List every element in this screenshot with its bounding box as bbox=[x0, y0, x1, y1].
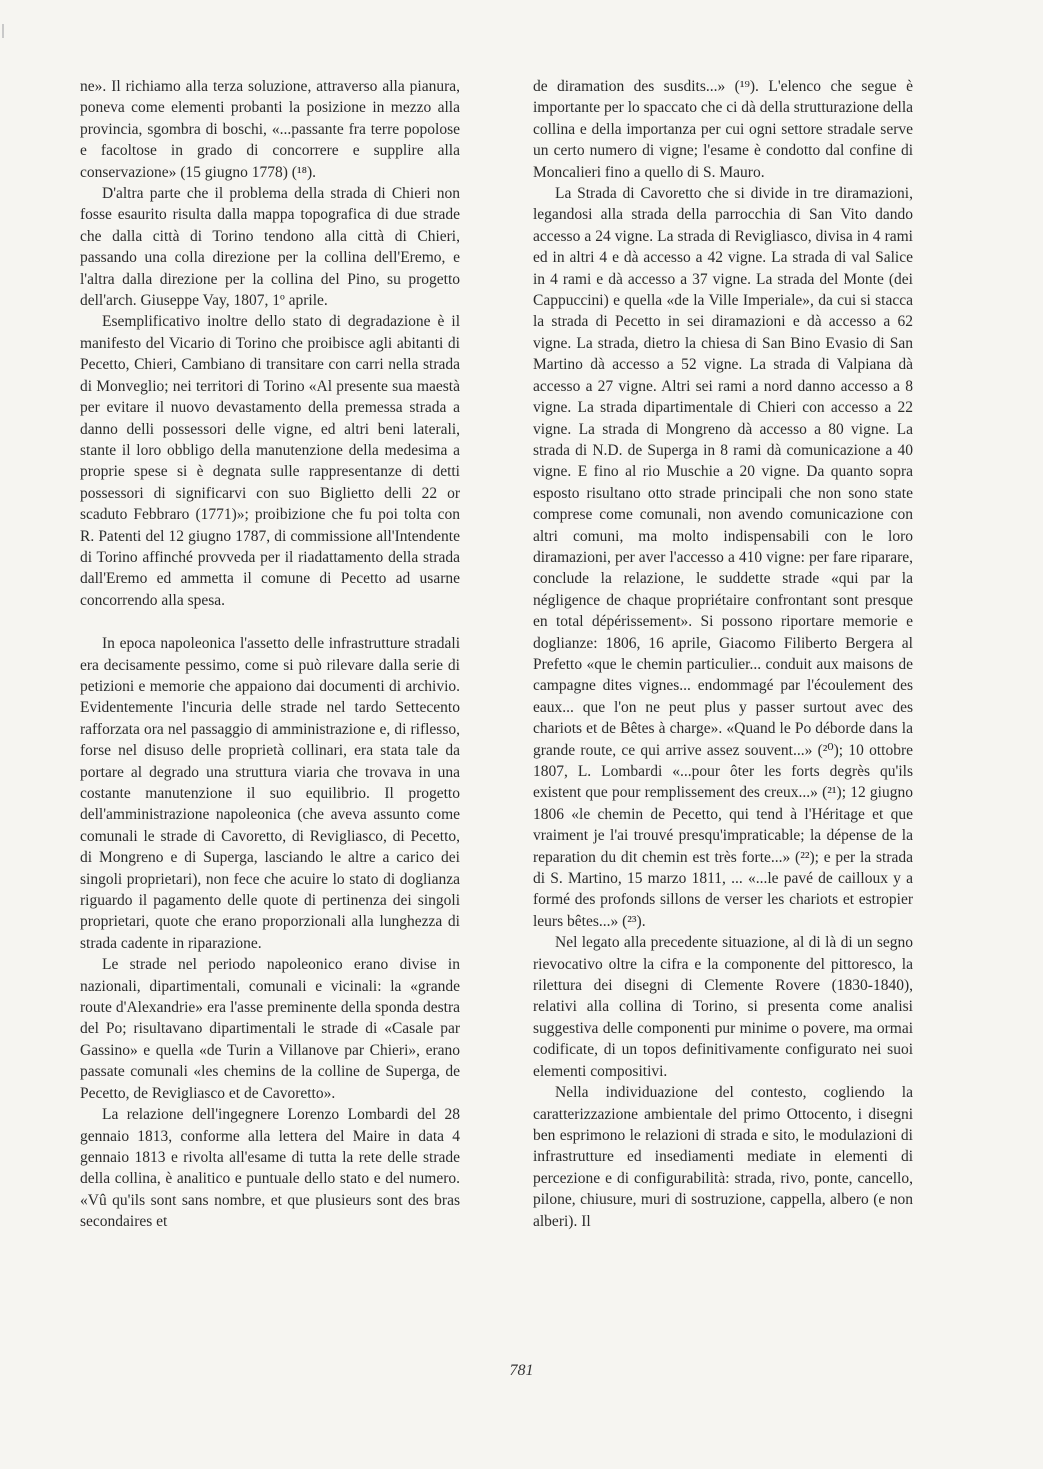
page-number: 781 bbox=[509, 1362, 534, 1379]
paragraph: Nella individuazione del contesto, cogliendo la caratterizzazione ambientale del primo Ottocento, i disegni ben esprimono le relazioni di strada e sito, le modulazioni di infrastrutture ed insediamenti mediate in elementi di percezione e di configurabilità: strada, rivo, ponte, cancello, pilone, chiusure, muri di sostruzione, cappella, albero (e non alberi). Il bbox=[533, 1084, 913, 1230]
paragraph: ne». Il richiamo alla terza soluzione, attraverso alla pianura, poneva come elementi probanti la posizione in mezzo alla provincia, sgombra di boschi, «...passante fra terre popolose e facoltose in grado di concorrere e supplire alla conservazione» (15 giugno 1778) (¹⁸). bbox=[80, 78, 460, 181]
paragraph: Le strade nel periodo napoleonico erano divise in nazionali, dipartimentali, comunali e vicinali: la «grande route d'Alexandrie» era l'asse preminente della sponda destra del Po; risultavano dipartimentali le strade di «Casale par Gassino» e quella «de Turin a Villanove par Chieri», erano passate comunali «les chemins de la colline de Superga, de Pecetto, de Revigliasco et de Cavoretto». bbox=[80, 956, 460, 1102]
left-column bbox=[80, 76, 460, 1233]
paragraph: La Strada di Cavoretto che si divide in tre diramazioni, legandosi alla strada della parrocchia di San Vito dando accesso a 24 vigne. La strada di Revigliasco, divisa in 4 rami ed in altri 4 e dà accesso a 42 vigne. La strada di val Salice in 4 rami e dà accesso a 37 vigne. La strada del Monte (dei Cappuccini) e quella «de la Ville Imperiale», da cui si stacca la strada di Pecetto in sei diramazioni e dà accesso a 62 vigne. La strada, dietro la chiesa di San Bino Evasio di San Martino dà accesso a 52 vigne. La strada di Valpiana dà accesso a 27 vigne. Altri sei rami a nord danno accesso a 8 vigne. La strada dipartimentale di Chieri con accesso a 22 vigne. La strada di Mongreno dà accesso a 80 vigne. La strada di N.D. de Superga in 8 rami dà comunicazione a 40 vigne. E fino al rio Muschie a 20 vigne. Da quanto sopra esposto risultano otto strade principali che non sono state comprese come comunali, non avendo comunicazione con altri comuni, ma molto indispensabili con le loro diramazioni, per aver l'accesso a 410 vigne: per fare riparare, conclude la relazione, le suddette strade «qui par la négligence de chaque propriétaire confrontant sont presque en total dépérissement». Si possono riportare memorie e doglianze: 1806, 16 aprile, Giacomo Filiberto Bergera al Prefetto «que le chemin particulier... conduit aux maisons de campagne dites vignes... endommagé par l'écoulement des eaux... que l'on ne peut plus y passer surtout avec des chariots et de Bêtes à charge». «Quand le Po déborde dans la grande route, ce qui arrive assez souvent...» (²⁰); 10 ottobre 1807, L. Lombardi «...pour ôter les forts degrès qu'ils existent que pour remplissement des creux...» (²¹); 12 giugno 1806 «le chemin de Pecetto, qui tend à l'Héritage et que vraiment je l'ai trouvé presqu'impraticable; la dépense de la reparation du dit chemin est très forte...» (²²); e per la strada di S. Martino, 15 marzo 1811, ... «...le pavé de cailloux y a formé des profonds sillons de verser les chariots et estropier leurs bêtes...» (²³). bbox=[533, 185, 913, 930]
paragraph: La relazione dell'ingegnere Lorenzo Lombardi del 28 gennaio 1813, conforme alla lettera del Maire in data 4 gennaio 1813 e rivolta all'esame di tutta la rete delle strade della collina, è analitico e puntuale dello stato e del numero. «Vû qu'ils sont sans nombre, et que plusieurs sont des bras secondaires et bbox=[80, 1106, 460, 1231]
paragraph: Esemplificativo inoltre dello stato di degradazione è il manifesto del Vicario di Torino che proibisce agli abitanti di Pecetto, Chieri, Cambiano di transitare con carri nella strada di Monveglio; nei territori di Torino «Al presente sua maestà per evitare il nuovo devastamento della premessa strada a danno delli possessori delle vigne, ed altri beni laterali, stante il loro obbligo della manutenzione della medesima a proprie spese si è degnata sulle rappresentanze di detti possessori di significarvi con suo Biglietto delli 22 or scaduto Febbraro (1771)»; proibizione che fu poi tolta con R. Patenti del 12 giugno 1787, di commissione all'Intendente di Torino affinché provveda per il riadattamento della strada dall'Eremo ed ammetta il comune di Pecetto ad usarne concorrendo alla spesa. bbox=[80, 313, 460, 609]
paragraph: In epoca napoleonica l'assetto delle infrastrutture stradali era decisamente pessimo, come si può rilevare dalla serie di petizioni e memorie che appaiono dai documenti di archivio. Evidentemente l'incuria delle strade nel tardo Settecento rafforzata ora nel passaggio di amministrazione e, di riflesso, forse nel disuso delle proprietà collinari, era stata tale da portare al degrado una struttura viaria che trovava in una costante manutenzione il suo equilibrio. Il progetto dell'amministrazione napoleonica (che aveva assunto come comunali le strade di Cavoretto, di Revigliasco, di Pecetto, di Mongreno e di Superga, lasciando le altre a carico dei singoli proprietari), non fece che acuire lo stato di doglianza riguardo il pagamento delle quote di pertinenza dei singoli proprietari, quote che erano proporzionali alla lunghezza di strada cadente in riparazione. bbox=[80, 635, 460, 952]
right-column bbox=[533, 76, 913, 1232]
paragraph: D'altra parte che il problema della strada di Chieri non fosse esaurito risulta dalla mappa topografica di due strade che dalla città di Torino tendono alla città di Chieri, passando una colla direzione per la collina dell'Eremo, e l'altra dalla direzione per la collina del Pino, su progetto dell'arch. Giuseppe Vay, 1807, 1º aprile. bbox=[80, 185, 460, 310]
paragraph: de diramation des susdits...» (¹⁹). L'elenco che segue è importante per lo spaccato che ci dà della strutturazione della collina e della importanza per cui ogni settore stradale serve un certo numero di vigne; l'esame è condotto dal confine di Moncalieri fino a quello di S. Mauro. bbox=[533, 78, 914, 181]
paragraph: Nel legato alla precedente situazione, al di là di un segno rievocativo oltre la cifra e la componente del pittoresco, la rilettura dei disegni di Clemente Rovere (1830-1840), relativi alla collina di Torino, si presenta come analisi suggestiva delle componenti pur minime o povere, ma ormai codificate, di un topos definitivamente configurato nei suoi elementi compositivi. bbox=[533, 934, 913, 1080]
margin-mark bbox=[2, 24, 4, 38]
